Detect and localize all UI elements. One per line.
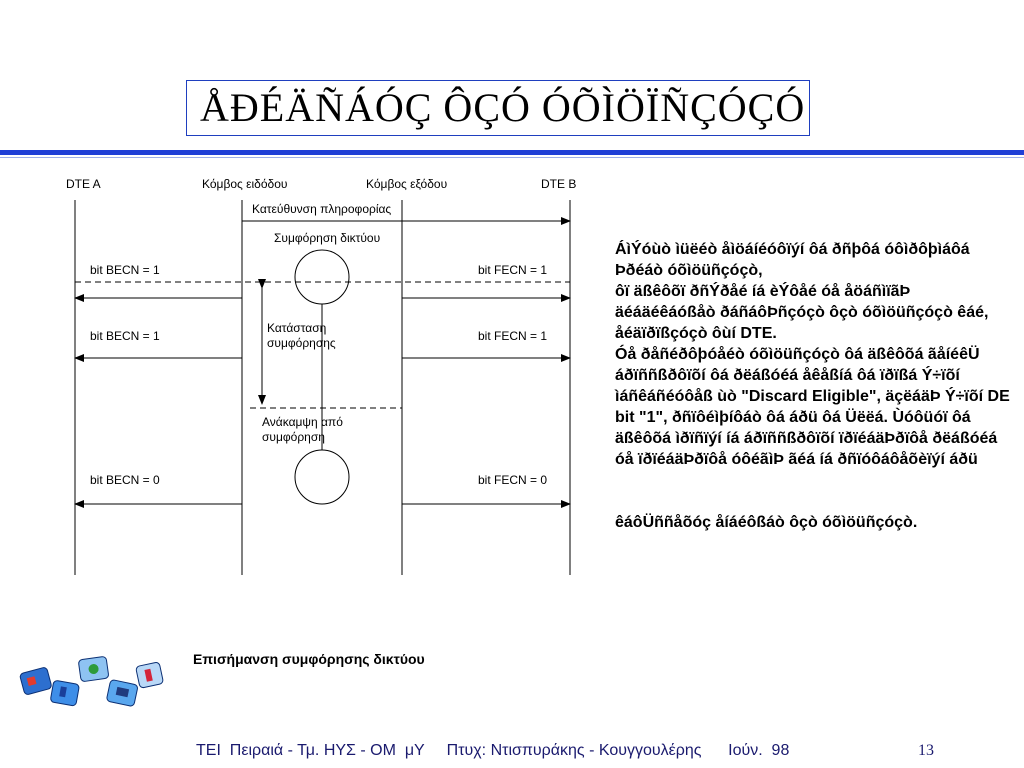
fecn-label-0: bit FECN = 0 <box>478 473 548 487</box>
congestion-circle-top <box>295 250 349 304</box>
congestion-state-label-2: συμφόρησης <box>267 336 336 350</box>
explanation-paragraph-2: êáôÜññåõóç åíáéôßáò ôçò óõìöüñçóçò. <box>615 514 918 531</box>
title-rule <box>0 150 1024 155</box>
becn-label-0: bit BECN = 0 <box>90 473 160 487</box>
footer-text: ΤΕΙ Πειραιά - Τμ. ΗΥΣ - ΟΜ μΥ Πτυχ: Ντισπυράκης - Κουγγουλέρης Ιούν. 98 <box>196 742 790 759</box>
becn-label-2: bit BECN = 1 <box>90 329 160 343</box>
puzzle-pieces-icon <box>14 652 164 712</box>
recovery-label-2: συμφόρηση <box>262 430 325 444</box>
explanation-paragraph-1: ÁìÝóùò ìüëéò åìöáíéóôïýí ôá ðñþôá óôìðôþìáôá Þðéáò óõìöüñçóçò, ôï äßêôõï ðñÝðåé íá èÝôåé óå åöáñìïãÞ äéáäéêáóßåò ðáñáôÞñçóçò ôçò óõìöüñçóçò êáé, åéäïðïßçóçò ôùí DTE. Óå ðåñéðôþóåéò óõìöüñçóçò ôá äßêôõá ãåíéêÜ áðïññßðôïõí ôá ðëáßóéá åêåßíá ôá ïðïßá Ý÷ïõí ìáñêáñéóôåß ùò "Discard Eligible", äçëáäÞ Ý÷ïõí DE bit "1", ðñïôéìþíôáò ôá áðü ôá Üëëá. Ùóôüóï ôá äßêôõá ìðïñïýí íá áðïññßðôïõí ïðïéáäÞðïôå ðëáßóéá óå ïðïéáäÞðïôå óôéãìÞ ãéá íá ðñïóôáôåõèïýí áðü <box>615 241 1010 468</box>
congestion-sequence-diagram <box>0 170 600 590</box>
diagram-caption: Επισήμανση συμφόρησης δικτύου <box>193 651 425 667</box>
node-egress: Κόμβος εξόδου <box>366 177 448 191</box>
recovery-label: Ανάκαμψη από <box>262 415 343 429</box>
becn-label-1: bit BECN = 1 <box>90 263 160 277</box>
congestion-label: Συμφόρηση δικτύου <box>274 231 381 245</box>
node-dte-a: DTE A <box>66 177 101 191</box>
node-ingress: Κόμβος ειδόδου <box>202 177 288 191</box>
slide-title: ÅÐÉÄÑÁÓÇ ÔÇÓ ÓÕÌÖÏÑÇÓÇÓ <box>200 85 806 130</box>
congestion-state-label: Κατάσταση <box>267 321 327 335</box>
congestion-circle-bottom <box>295 450 349 504</box>
explanation-text <box>615 218 1010 554</box>
page-number: 13 <box>918 742 934 759</box>
fecn-label-2: bit FECN = 1 <box>478 329 548 343</box>
info-direction-label: Κατεύθυνση πληροφορίας <box>252 202 392 216</box>
fecn-label-1: bit FECN = 1 <box>478 263 548 277</box>
title-rule-thin <box>0 157 1024 158</box>
node-dte-b: DTE B <box>541 177 577 191</box>
